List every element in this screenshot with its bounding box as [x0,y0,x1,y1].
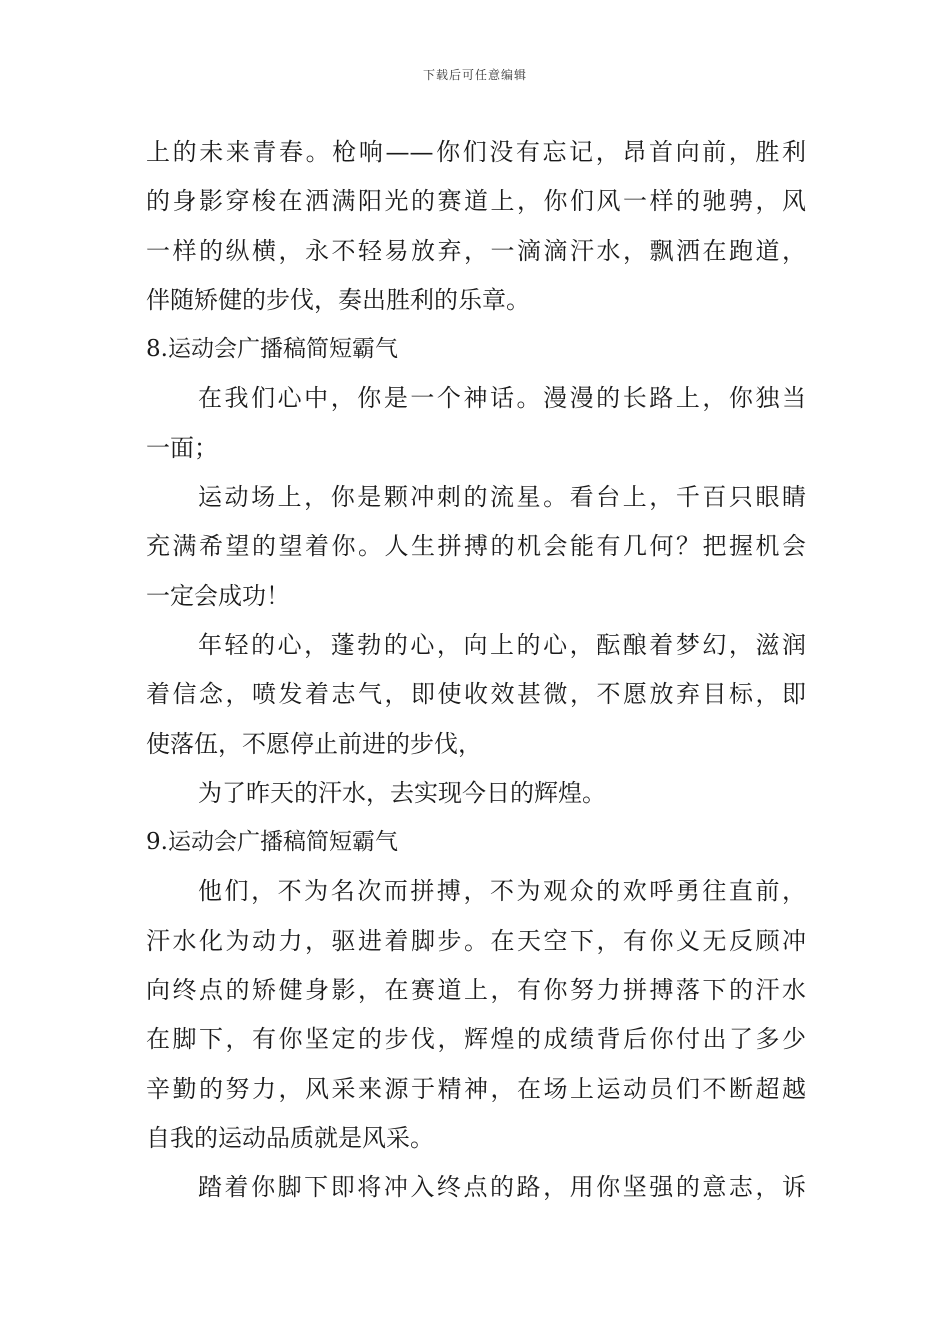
text-line: 一面； [146,433,218,462]
text-line: 他们，不为名次而拼搏，不为观众的欢呼勇往直前， [198,877,806,906]
section-heading: 9.运动会广播稿简短霸气 [146,829,398,856]
text-line: 自我的运动品质就是风采。 [146,1123,434,1152]
text-line: 向终点的矫健身影，在赛道上，有你努力拼搏落下的汗水 [146,976,806,1005]
text-line: 着信念，喷发着志气，即使收效甚微，不愿放弃目标，即 [146,680,806,709]
text-line: 辛勤的努力，风采来源于精神，在场上运动员们不断超越 [146,1074,806,1103]
text-line: 伴随矫健的步伐，奏出胜利的乐章。 [146,285,530,314]
text-line: 的身影穿梭在洒满阳光的赛道上，你们风一样的驰骋，风 [146,187,806,216]
document-body [146,128,806,1213]
text-line: 运动场上，你是颗冲刺的流星。看台上，千百只眼睛 [198,483,806,512]
text-line: 为了昨天的汗水，去实现今日的辉煌。 [198,778,606,807]
text-line: 上的未来青春。枪响——你们没有忘记，昂首向前，胜利 [146,138,806,166]
text-line: 一定会成功！ [146,581,290,610]
text-line: 在脚下，有你坚定的步伐，辉煌的成绩背后你付出了多少 [146,1025,806,1054]
text-line: 汗水化为动力，驱进着脚步。在天空下，有你义无反顾冲 [146,926,806,955]
text-line: 踏着你脚下即将冲入终点的路，用你坚强的意志，诉 [198,1173,806,1202]
page-header: 下载后可任意编辑 [422,68,527,82]
text-line: 充满希望的望着你。人生拼搏的机会能有几何？把握机会 [146,532,806,561]
text-line: 使落伍，不愿停止前进的步伐， [146,729,482,758]
text-line: 在我们心中，你是一个神话。漫漫的长路上，你独当 [198,384,806,413]
section-heading: 8.运动会广播稿简短霸气 [146,336,398,363]
text-line: 年轻的心，蓬勃的心，向上的心，酝酿着梦幻，滋润 [198,630,806,659]
text-line: 一样的纵横，永不轻易放弃，一滴滴汗水，飘洒在跑道， [146,236,806,265]
